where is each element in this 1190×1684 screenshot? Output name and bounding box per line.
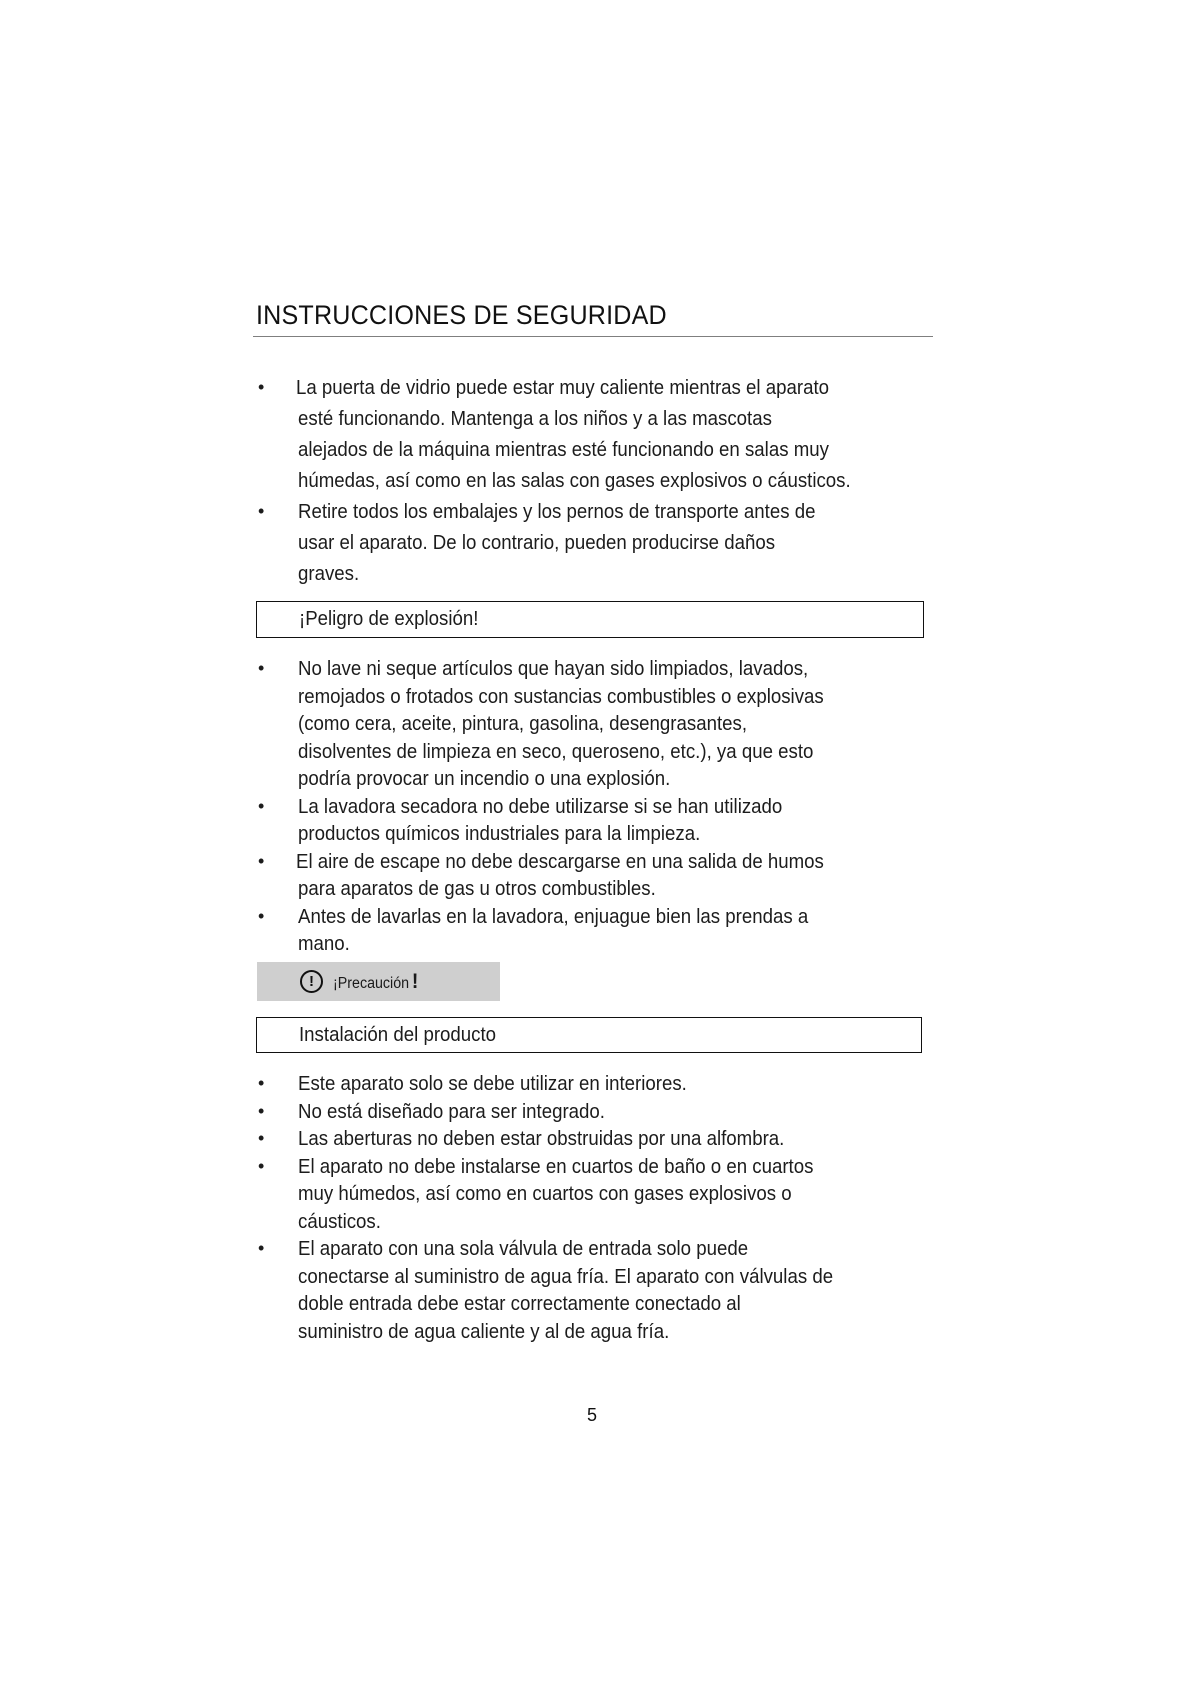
bullet-icon: • <box>258 658 265 678</box>
page-title: INSTRUCCIONES DE SEGURIDAD <box>256 300 667 330</box>
list-item: • No lave ni seque artículos que hayan sido limpiados, lavados, remojados o frotados con sustancias combustibles o explosivas (como cera, aceite, pintura, gasolina, desengrasantes, disolventes de limpieza en seco, queroseno, etc.), ya que esto podría provocar un incendio o una explosión. <box>258 657 824 790</box>
list-item: • Las aberturas no deben estar obstruidas por una alfombra. <box>256 1125 956 1153</box>
caution-banner <box>257 962 500 1001</box>
list-item: • Retire todos los embalajes y los pernos de transporte antes de usar el aparato. De lo contrario, pueden producirse daños graves. <box>256 496 956 589</box>
list-item: • El aparato no debe instalarse en cuartos de baño o en cuartos muy húmedos, así como en cuartos con gases explosivos o cáusticos. <box>258 1154 814 1233</box>
installation-list <box>256 1070 956 1345</box>
list-item: • El aparato con una sola válvula de entrada solo puede conectarse al suministro de agua fría. El aparato con válvulas de doble entrada debe estar correctamente conectado al suministro de agua caliente y al de agua fría. <box>258 1237 834 1343</box>
bullet-icon: • <box>258 1238 265 1258</box>
installation-heading: Instalación del producto <box>256 1017 922 1053</box>
bullet-icon: • <box>258 1073 265 1093</box>
explosion-danger-list <box>256 655 956 958</box>
bullet-icon: • <box>258 1128 265 1148</box>
list-item: • Este aparato solo se debe utilizar en interiores. <box>256 1070 956 1098</box>
caution-label: ¡Precaución ! <box>333 969 419 993</box>
bullet-icon: • <box>258 795 265 816</box>
bullet-icon: • <box>258 501 265 521</box>
list-item: • La puerta de vidrio puede estar muy caliente mientras el aparato esté funcionando. Mantenga a los niños y a las mascotas alejados de la máquina mientras esté funcionando en salas muy húmedas, así como en las salas con gases explosivos o cáusticos. <box>256 372 956 496</box>
list-item: • Antes de lavarlas en la lavadora, enjuague bien las prendas a mano. <box>258 904 809 955</box>
bullet-icon: • <box>258 905 265 926</box>
list-item: • El aire de escape no debe descargarse en una salida de humos para aparatos de gas u otros combustibles. <box>258 849 824 900</box>
bullet-icon: • <box>258 1100 265 1121</box>
bullet-icon: • <box>258 1155 265 1176</box>
title-divider <box>253 336 933 337</box>
list-item: • No está diseñado para ser integrado. <box>256 1098 956 1126</box>
list-item: • La lavadora secadora no debe utilizarse si se han utilizado productos químicos industriales para la limpieza. <box>258 794 783 845</box>
bullet-icon: • <box>258 377 265 397</box>
bullet-icon: • <box>258 850 265 871</box>
exclamation-circle-icon: ! <box>300 970 323 993</box>
page-number: 5 <box>587 1405 598 1425</box>
explosion-danger-heading: ¡Peligro de explosión! <box>256 601 924 638</box>
general-safety-list <box>256 372 956 589</box>
